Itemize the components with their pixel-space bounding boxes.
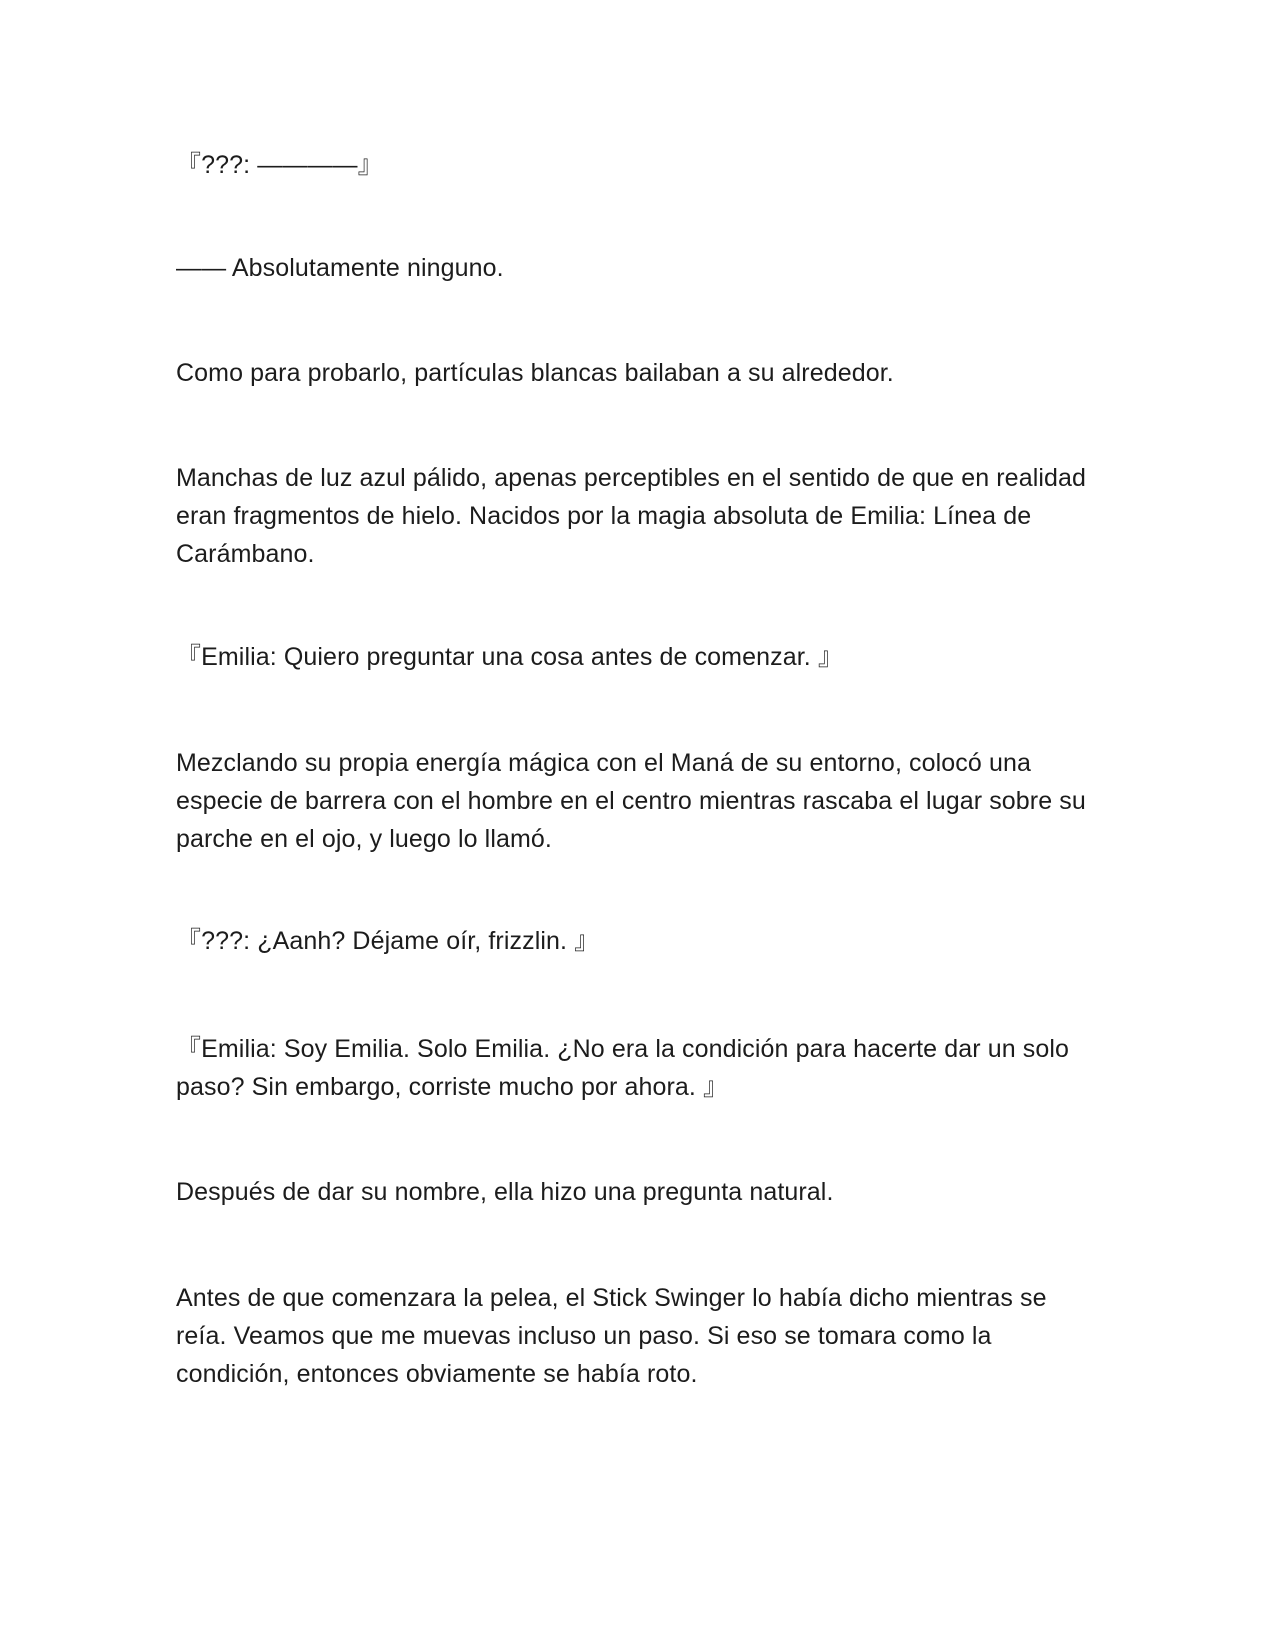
paragraph-ice-fragments: Manchas de luz azul pálido, apenas perceptibles en el sentido de que en realidad eran fragmentos de hielo. Nacidos por la magia absoluta de Emilia: Línea de Carámbano. bbox=[176, 464, 1087, 568]
paragraph-absolutely-none: —— Absolutamente ninguno. bbox=[176, 254, 504, 282]
paragraph-barrier: Mezclando su propia energía mágica con el Maná de su entorno, colocó una especie de barrera con el hombre en el centro mientras rascaba el lugar sobre su parche en el ojo, y luego lo llamó. bbox=[176, 749, 1086, 853]
paragraph-dialogue-unknown-2: 『???: ¿Aanh? Déjame oír, frizzlin. 』 bbox=[176, 927, 600, 955]
paragraph-dialogue-emilia-2: 『Emilia: Soy Emilia. Solo Emilia. ¿No era la condición para hacerte dar un solo paso? Sin embargo, corriste mucho por ahora. 』 bbox=[176, 1035, 1070, 1101]
paragraph-white-particles: Como para probarlo, partículas blancas bailaban a su alrededor. bbox=[176, 359, 894, 387]
paragraph-natural-question: Después de dar su nombre, ella hizo una pregunta natural. bbox=[176, 1178, 834, 1206]
paragraph-stick-swinger: Antes de que comenzara la pelea, el Stick Swinger lo había dicho mientras se reía. Veamos que me muevas incluso un paso. Si eso se tomara como la condición, entonces obviamente se había roto. bbox=[176, 1284, 1047, 1388]
paragraph-dialogue-unknown-1: 『???: ————』 bbox=[176, 151, 383, 179]
paragraph-dialogue-emilia-1: 『Emilia: Quiero preguntar una cosa antes de comenzar. 』 bbox=[176, 643, 843, 671]
